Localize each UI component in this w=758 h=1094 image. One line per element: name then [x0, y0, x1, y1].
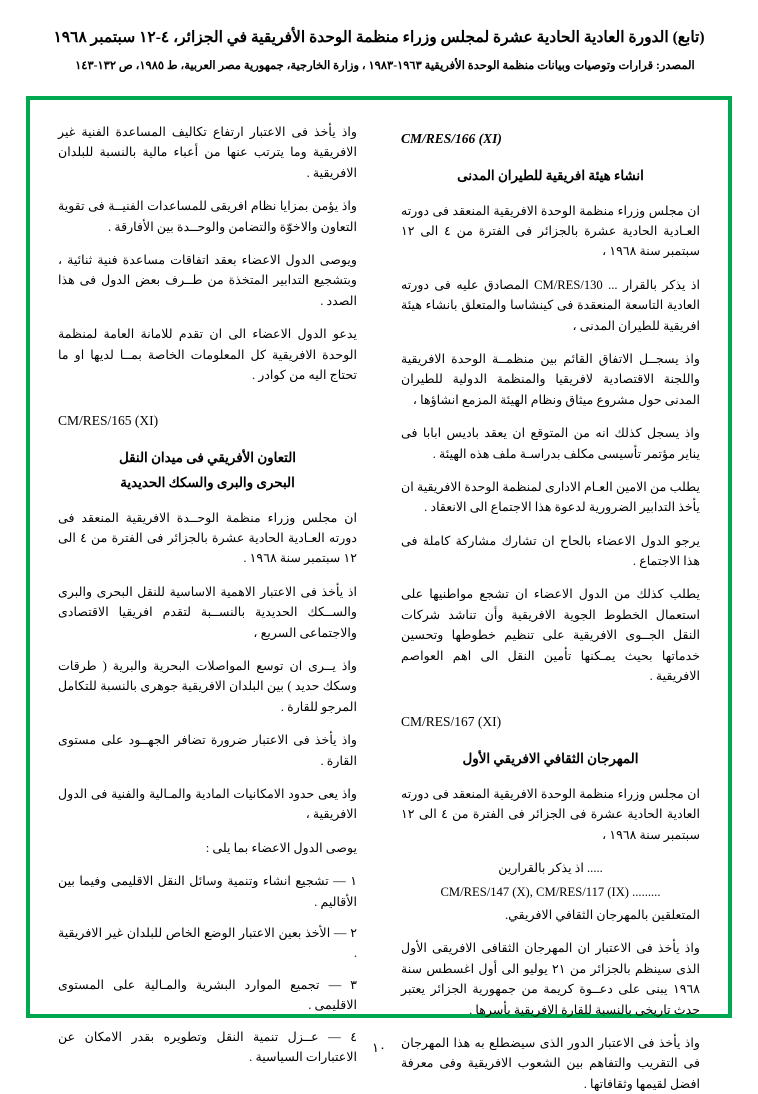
paragraph: اذ يأخذ فى الاعتبار الاهمية الاساسية للنقل البحرى والبرى والســكك الحديدية بالنســبة لتقدم افريقيا الاقتصادى والاجتماعى السريع ، [58, 584, 357, 640]
paragraph: يرجو الدول الاعضاء بالحاح ان تشارك مشاركة كاملة فى هذا الاجتماع . [401, 533, 700, 569]
source-line: المصدر: ﻗﺮﺍﺭﺍﺕ ﻭﺗﻮﺻﻴﺎﺕ ﻭﺑﻴﺎﻧﺎﺕ ﻣﻨﻈﻤﺔ ﺍﻟﻮﺣﺪﺓ ﺍﻷﻓﺮﻳﻘﻴﺔ ١٩٦٣-١٩٨٣ ، ﻭﺯﺍﺭﺓ ﺍﻟﺨﺎﺭﺟﻴﺔ، ﺟﻤﻬﻮﺭﻳﺔ ﻣﺼﺮ ﺍﻟﻌﺮﺑﻴﺔ، ﻁ ١٩٨٥، ﺹ ١٣٢-١٤٣ ّ [63, 60, 695, 73]
recall-line: المتعلقين بالمهرجان الثقافي الافريقي. [505, 908, 700, 923]
paragraph: واذ يــرى ان توسع المواصلات البحرية والبرية ( طرقات وسكك حديد ) بين البلدان الافريقية جوهرى بالنسبة للتكامل المرجو للقارة . [58, 659, 357, 714]
resolution-title-165-line2: البحرى والبرى والسكك الحديدية [120, 474, 295, 490]
resolution-title-166: انشاء هيئة افريقية للطيران المدنى [457, 167, 644, 183]
resolution-title-167: المهرجان الثقافي الافريقي الأول [462, 751, 639, 767]
paragraph: واذ يعى حدود الامكانيات المادية والمـالية والفنية فى الدول الافريقية ، [58, 786, 357, 822]
list-item: ٤ — عــزل تنمية النقل وتطويره بقدر الامكان عن الاعتبارات السياسية . [58, 1029, 357, 1064]
paragraph: ان مجلس وزراء منظمة الوحدة الافريقية المنعقد فى دورته العادية الحادية عشرة فى الجزائر فى الفترة من ٤ الى ١٢ سبتمبر سنة ١٩٦٨ ، [401, 787, 700, 842]
paragraph: ان مجلس وزراء منظمة الوحــدة الافريقية المنعقد فى دورته العـادية الحادية عشرة بالجزائر فى الفترة من ٤ الى ١٢ سبتمبر سنة ١٩٦٨ . [58, 510, 357, 566]
paragraph: يطلب من الامين العـام الادارى لمنظمة الوحدة الافريقية ان يأخذ التدابير الضرورية لدعوة هذا الاجتماع الى الانعقاد . [401, 479, 700, 515]
page-header [0, 0, 758, 76]
paragraph: واذ يأخذ فى الاعتبار ارتفاع تكاليف المساعدة الفنية غير الافريقية وما يترتب عنها من أعباء مالية بالنسبة للبلدان الافريقية . [58, 125, 357, 180]
paragraph: واذ يؤمن بمزايا نظام افريقى للمساعدات الفنيــة فى تقوية التعاون والاخوّة والتضامن والوحــدة بين الأفارقة . [58, 199, 357, 234]
paragraph: واذ يأخذ فى الاعتبار الدور الذى سيضطلع به هذا المهرجان فى التقريب والتفاهم بين الشعوب الافريقية وفى معرفة افضل لقيمها وثقافاتها . [401, 1035, 700, 1091]
paragraph: ويوصى الدول الاعضاء بعقد اتفاقات مساعدة فنية ثنائية ، وبتشجيع التدابير المتخذة من طــرف بعض الدول فى هذا الصدد . [58, 252, 357, 308]
paragraph: واذ يسجــل الاتفاق القائم بين منظمــة الوحدة الافريقية واللجنة الاقتصادية لافريقيا والمنظمة الدولية للطيران المدنى حول مشروع ميثاق ونظام الهيئة المزمع انشاؤها ، [401, 351, 700, 407]
page-number: ١٠ [372, 1040, 386, 1055]
resolution-code-165: CM/RES/165 (XI) [58, 413, 159, 429]
resolution-code-167: CM/RES/167 (XI) [401, 714, 502, 730]
paragraph: ان مجلس وزراء منظمة الوحدة الافريقية المنعقد فى دورته العـادية الحادية عشرة بالجزائر فى الفترة من ٤ الى ١٢ سبتمبر سنة ١٩٦٨ ، [401, 203, 700, 259]
resolution-code-166: CM/RES/166 (XI) [401, 131, 502, 146]
paragraph: واذ يسجل كذلك انه من المتوقع ان يعقد باديس ابابا فى يناير مؤتمر تأسيسى مكلف بدراسـة ملف هذه الهيئة . [401, 426, 700, 461]
list-item: ٣ — تجميع الموارد البشرية والمـالية على المستوى الاقليمى . [58, 977, 357, 1013]
paragraph: يطلب كذلك من الدول الاعضاء ان تشجع مواطنيها على استعمال الخطوط الجوية الافريقية وأن تناشد شركات النقل الجــوى الافريقية على تنظيم خطوطها وتحسين خدماتها بحيث يمـكنها تأمين النقل الى اهم العواصم الافريقية . [401, 587, 700, 684]
list-item: ٢ — الأخذ بعين الاعتبار الوضع الخاص للبلدان غير الافريقية . [58, 925, 357, 961]
page-title: (تابع) الدورة العادية الحادية عشرة لمجلس وزراء منظمة الوحدة الأفريقية في الجزائر، ٤-١٢ سبتمبر ١٩٦٨ [53, 29, 705, 46]
paragraph: يدعو الدول الاعضاء الى ان تقدم للامانة العامة لمنظمة الوحدة الافريقية كل المعلومات الخاصة بمــا لديها او ما تحتاج اليه من كوادر . [58, 327, 357, 382]
paragraph: واذ يأخذ فى الاعتبار ان المهرجان الثقافى الافريقى الأول الذى سينظم بالجزائر من ٢١ يوليو الى أول اغسطس سنة ١٩٦٨ يبنى على دعــوة كريمة من جمهورية الجزائر يعتبر حدث تاريخى بالنسبة للقارة الافريقية بأسرها . [401, 941, 700, 1017]
recall-line: اذ يذكر بالقرارين ..... [498, 861, 603, 876]
recommendation-intro: يوصى الدول الاعضاء بما يلى : [205, 840, 357, 855]
recall-line: CM/RES/147 (X), CM/RES/117 (IX) ......... [440, 884, 661, 899]
paragraph: واذ يأخذ فى الاعتبار ضرورة تضافر الجهــود على مستوى القارة . [58, 733, 357, 768]
list-item: ١ — تشجيع انشاء وتنمية وسائل النقل الاقليمى وفيما بين الأقاليم . [58, 874, 357, 909]
paragraph: اذ يذكر بالقرار ... CM/RES/130 المصادق عليه فى دورته العادية التاسعة المنعقدة فى كينشاسا والمتعلق بانشاء هيئة افريقية للطيران المدنى ، [401, 277, 700, 333]
resolution-title-165-line1: التعاون الأفريقي فى ميدان النقل [119, 450, 296, 466]
